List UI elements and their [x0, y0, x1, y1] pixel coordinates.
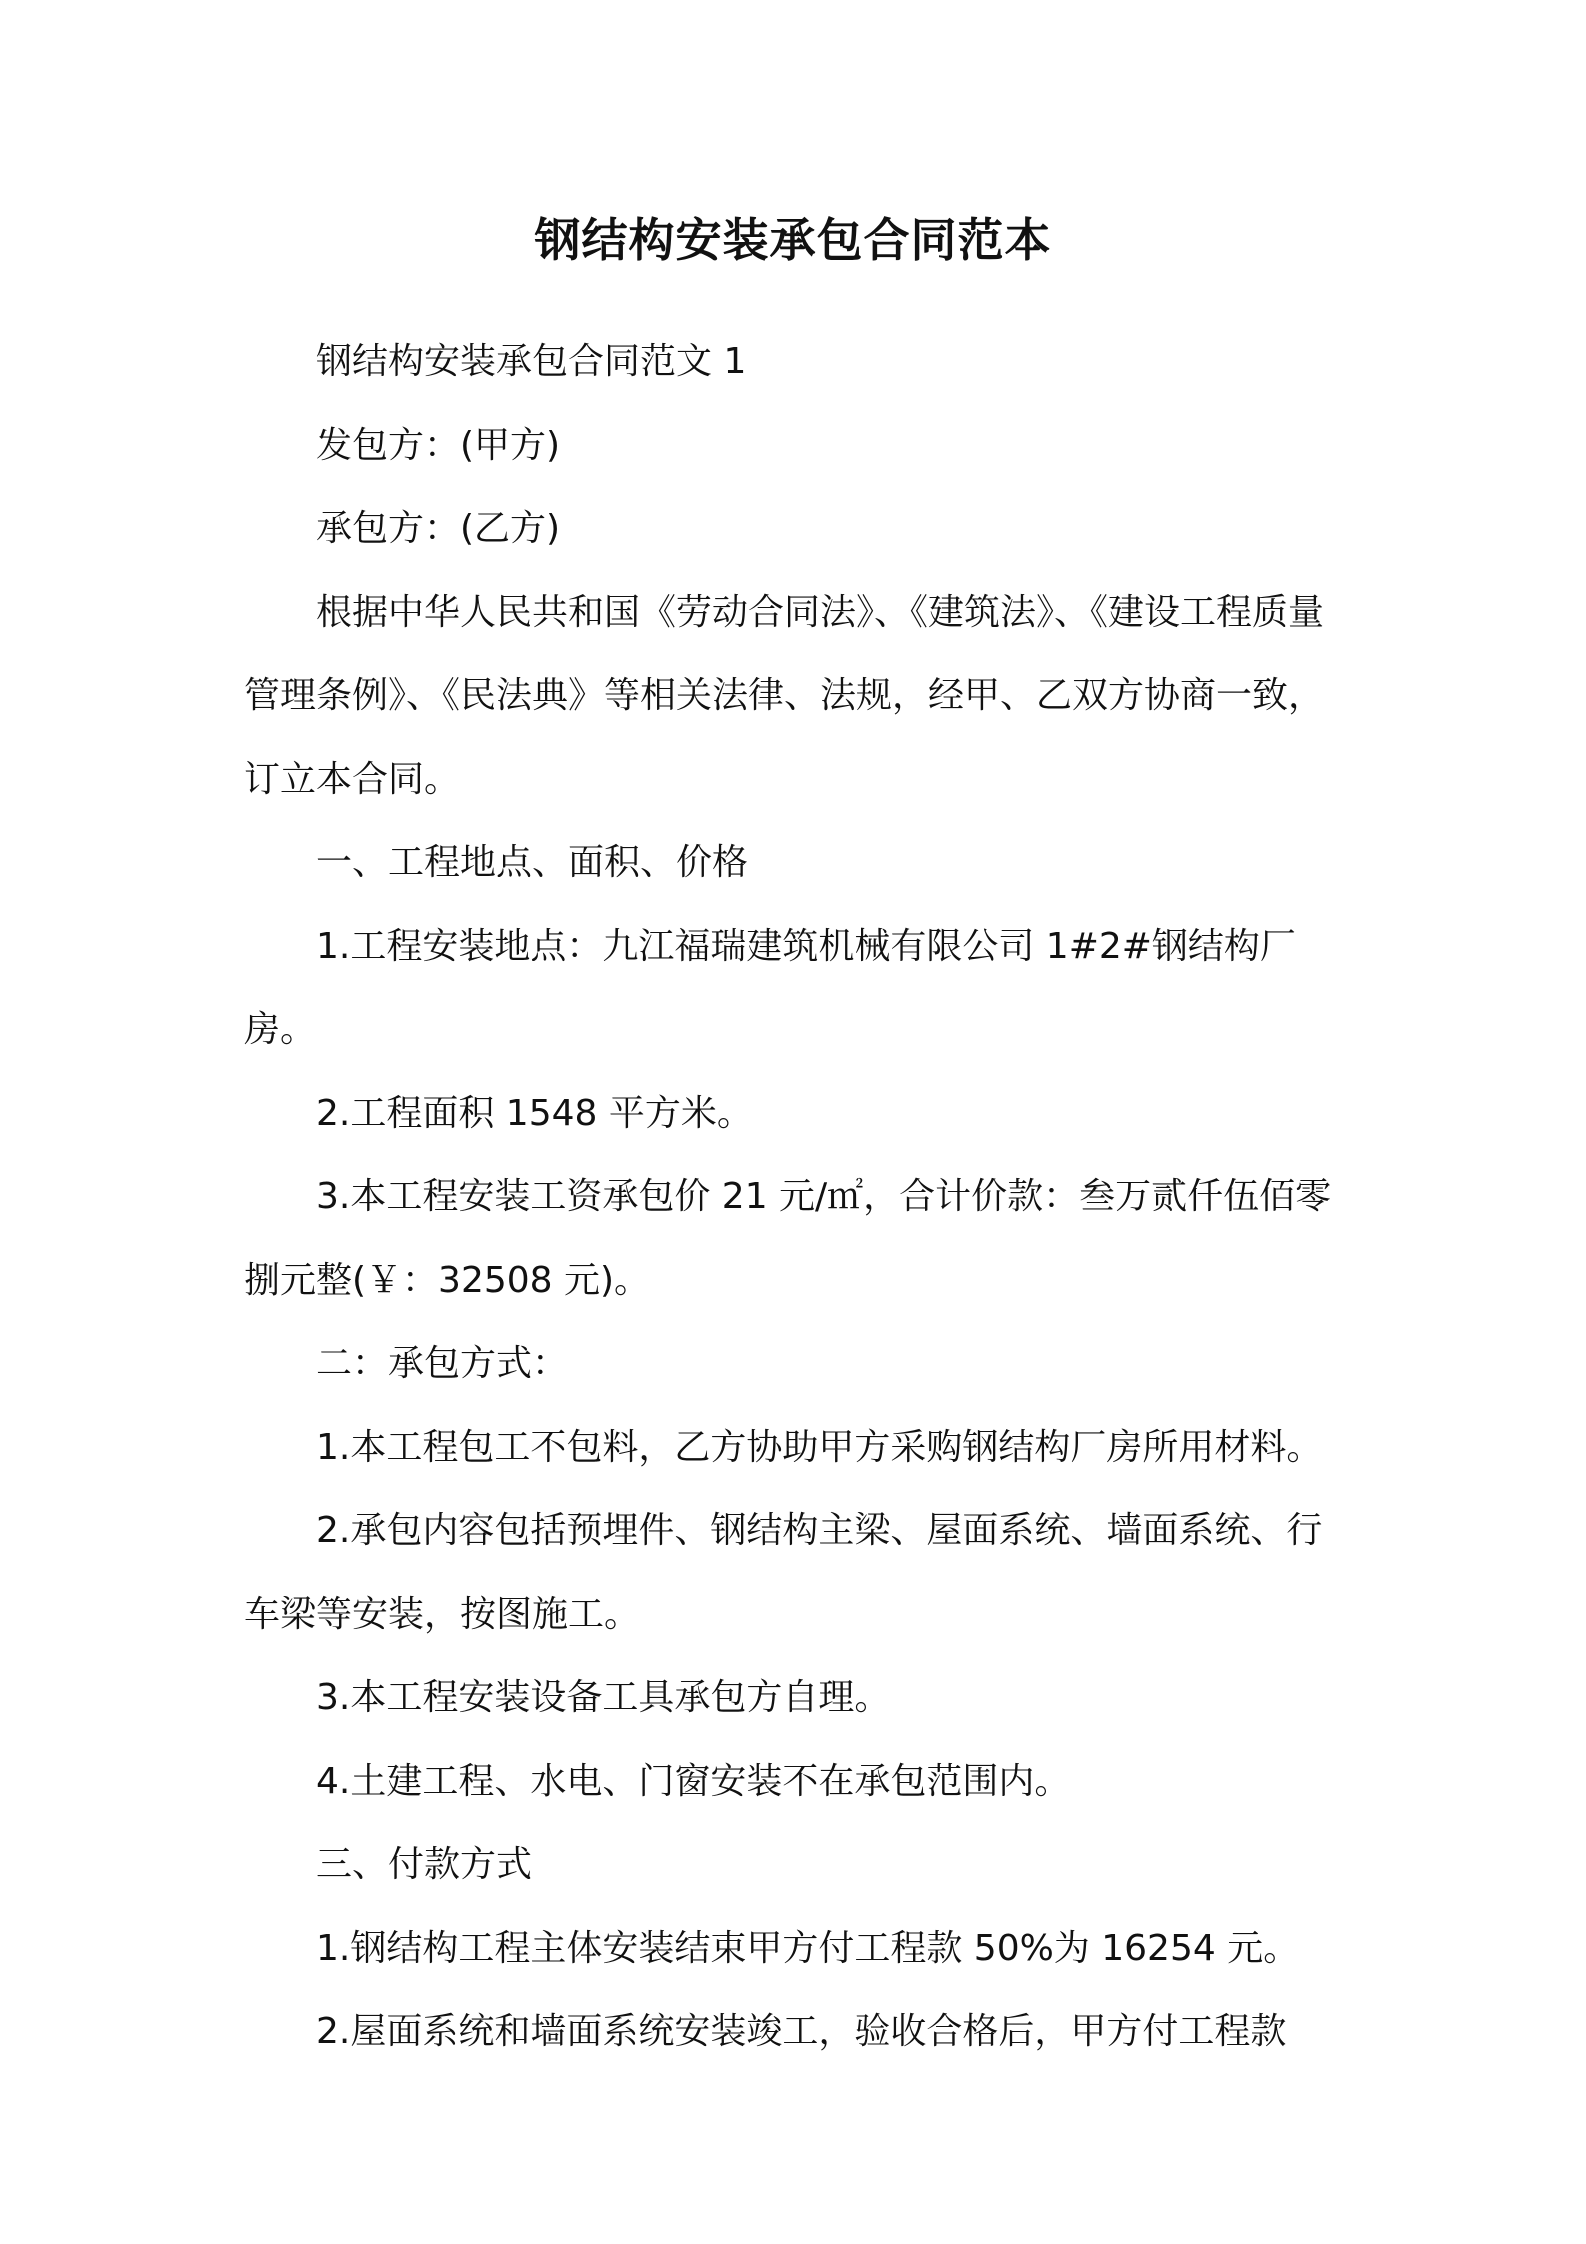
section-heading-contract-method: 二：承包方式： [316, 1343, 569, 1384]
paragraph-party-b: 承包方：(乙方) [316, 508, 561, 549]
paragraph-sample-heading: 钢结构安装承包合同范文 1 [316, 341, 747, 382]
document-body [244, 320, 1356, 2074]
paragraph-exclusions: 4.土建工程、水电、门窗安装不在承包范围内。 [316, 1760, 1071, 1802]
paragraph-labor-only: 1.本工程包工不包料，乙方协助甲方采购钢结构厂房所用材料。 [316, 1426, 1323, 1468]
document-title: 钢结构安装承包合同范本 [534, 213, 1052, 267]
paragraph-payment-2: 2.屋面系统和墙面系统安装竣工，验收合格后，甲方付工程款 [316, 2011, 1287, 2052]
paragraph-party-a: 发包方：(甲方) [316, 424, 561, 466]
section-heading-location-area-price: 一、工程地点、面积、价格 [316, 842, 749, 883]
paragraph-tools: 3.本工程安装设备工具承包方自理。 [316, 1677, 891, 1718]
paragraph-area: 2.工程面积 1548 平方米。 [316, 1092, 753, 1134]
paragraph-location: 1.工程安装地点：九江福瑞建筑机械有限公司 1#2#钢结构厂房。 [244, 925, 1296, 1050]
paragraph-payment-1: 1.钢结构工程主体安装结束甲方付工程款 50%为 16254 元。 [316, 1927, 1300, 1969]
section-heading-payment: 三、付款方式 [316, 1844, 533, 1885]
paragraph-legal-basis: 根据中华人民共和国《劳动合同法》、《建筑法》、《建设工程质量管理条例》、《民法典》等相关法律、法规，经甲、乙双方协商一致，订立本合同。 [244, 591, 1325, 800]
paragraph-scope: 2.承包内容包括预埋件、钢结构主梁、屋面系统、墙面系统、行车梁等安装，按图施工。 [244, 1510, 1323, 1635]
paragraph-price: 3.本工程安装工资承包价 21 元/㎡，合计价款：叁万贰仟伍佰零捌元整(￥：32508 元)。 [244, 1176, 1332, 1301]
